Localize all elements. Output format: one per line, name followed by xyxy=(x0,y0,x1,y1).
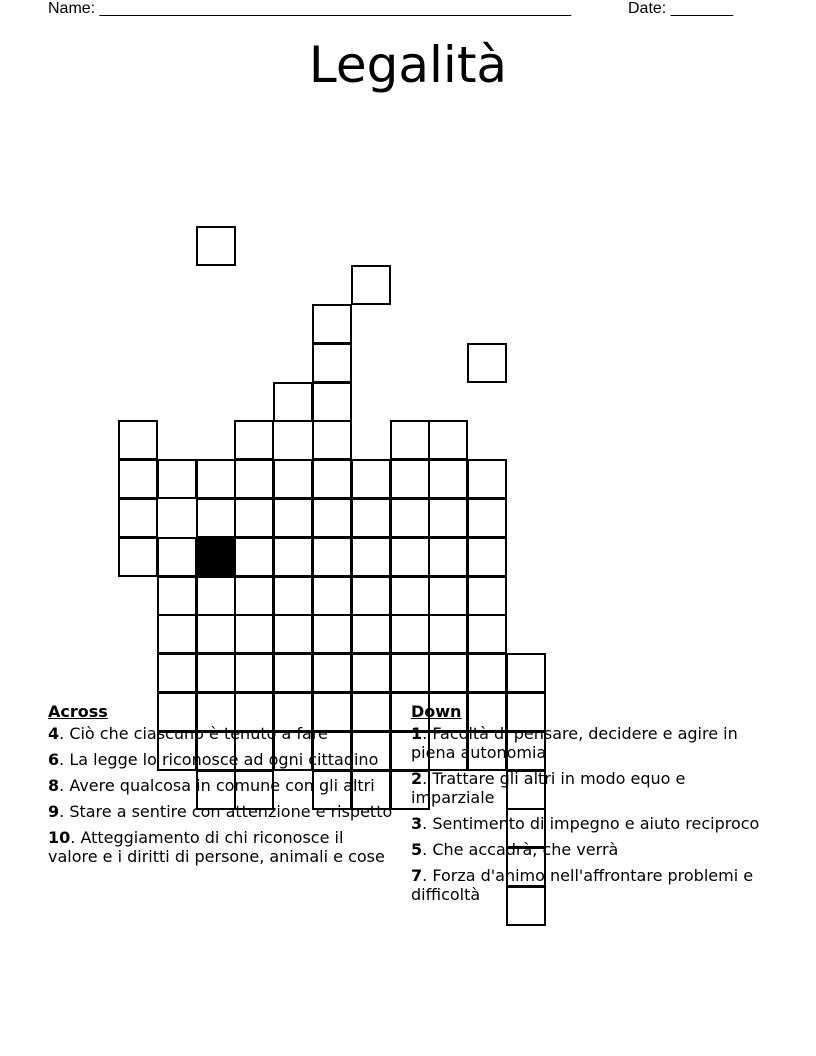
grid-cell[interactable] xyxy=(312,420,352,460)
clue-number: 6 xyxy=(48,750,60,769)
grid-cell[interactable] xyxy=(351,537,391,577)
grid-cell[interactable] xyxy=(273,498,313,538)
grid-cell[interactable] xyxy=(196,498,236,538)
grid-cell[interactable] xyxy=(273,653,313,693)
grid-cell[interactable] xyxy=(157,614,197,654)
clue-text: . Forza d'animo nell'affrontare problemi e difficoltà xyxy=(411,866,754,904)
grid-cell[interactable] xyxy=(157,653,197,693)
across-clue-8 xyxy=(48,776,398,795)
grid-cell[interactable] xyxy=(157,459,197,499)
grid-cell[interactable] xyxy=(234,459,274,499)
grid-cell[interactable] xyxy=(118,459,158,499)
grid-cell[interactable] xyxy=(234,653,274,693)
grid-cell[interactable] xyxy=(428,576,468,616)
across-clue-6 xyxy=(48,750,398,769)
grid-cell[interactable] xyxy=(273,382,313,422)
grid-cell[interactable] xyxy=(390,498,430,538)
grid-cell[interactable] xyxy=(390,653,430,693)
clue-text: . Stare a sentire con attenzione e rispetto xyxy=(59,802,393,821)
down-clue-2 xyxy=(411,769,771,807)
grid-cell[interactable] xyxy=(467,537,507,577)
clue-number: 9 xyxy=(48,802,60,821)
grid-cell[interactable] xyxy=(234,420,274,460)
grid-cell[interactable] xyxy=(351,576,391,616)
grid-cell[interactable] xyxy=(467,653,507,693)
grid-cell[interactable] xyxy=(273,537,313,577)
grid-cell[interactable] xyxy=(196,614,236,654)
across-clue-4 xyxy=(48,724,398,743)
grid-cell[interactable] xyxy=(312,382,352,422)
grid-cell[interactable] xyxy=(312,459,352,499)
clue-text: . Avere qualcosa in comune con gli altri xyxy=(59,776,375,795)
grid-cell[interactable] xyxy=(390,537,430,577)
down-clue-7 xyxy=(411,866,771,904)
grid-cell[interactable] xyxy=(312,343,352,383)
grid-cell[interactable] xyxy=(312,304,352,344)
grid-cell[interactable] xyxy=(467,343,507,383)
grid-cell[interactable] xyxy=(196,226,236,266)
grid-cell[interactable] xyxy=(157,537,197,577)
clue-text: . Che accadrà, che verrà xyxy=(422,840,619,859)
grid-cell[interactable] xyxy=(234,537,274,577)
grid-cell[interactable] xyxy=(312,614,352,654)
grid-cell[interactable] xyxy=(312,576,352,616)
grid-cell[interactable] xyxy=(390,614,430,654)
clue-text: . Sentimento di impegno e aiuto reciproco xyxy=(422,814,760,833)
grid-cell[interactable] xyxy=(428,537,468,577)
clue-number: 1 xyxy=(411,724,423,743)
down-heading: Down xyxy=(411,702,462,721)
grid-cell[interactable] xyxy=(351,653,391,693)
down-clues xyxy=(411,702,771,911)
date-field-label: Date: _______ xyxy=(628,0,733,17)
grid-cell[interactable] xyxy=(351,614,391,654)
grid-cell[interactable] xyxy=(234,614,274,654)
clue-number: 5 xyxy=(411,840,423,859)
grid-cell[interactable] xyxy=(196,576,236,616)
grid-cell[interactable] xyxy=(390,459,430,499)
grid-cell[interactable] xyxy=(467,498,507,538)
grid-cell[interactable] xyxy=(428,498,468,538)
grid-cell[interactable] xyxy=(506,653,546,693)
puzzle-title: Legalità xyxy=(308,36,508,94)
across-heading: Across xyxy=(48,702,108,721)
clue-number: 2 xyxy=(411,769,423,788)
grid-cell[interactable] xyxy=(428,420,468,460)
clue-number: 7 xyxy=(411,866,423,885)
grid-cell[interactable] xyxy=(118,498,158,538)
grid-cell[interactable] xyxy=(118,537,158,577)
grid-cell[interactable] xyxy=(390,576,430,616)
grid-cell[interactable] xyxy=(351,498,391,538)
grid-cell[interactable] xyxy=(273,459,313,499)
grid-cell[interactable] xyxy=(312,537,352,577)
grid-cell[interactable] xyxy=(312,498,352,538)
grid-cell[interactable] xyxy=(428,614,468,654)
clue-number: 10 xyxy=(48,828,71,847)
clue-text: . Trattare gli altri in modo equo e imparziale xyxy=(411,769,686,807)
grid-cell[interactable] xyxy=(351,265,391,305)
grid-cell[interactable] xyxy=(234,498,274,538)
clue-text: . La legge lo riconosce ad ogni cittadino xyxy=(59,750,379,769)
clue-text: . Ciò che ciascuno è tenuto a fare xyxy=(59,724,328,743)
down-clue-3 xyxy=(411,814,771,833)
grid-cell[interactable] xyxy=(196,459,236,499)
down-clue-5 xyxy=(411,840,771,859)
across-clue-10 xyxy=(48,828,398,866)
grid-cell[interactable] xyxy=(467,614,507,654)
across-clues xyxy=(48,702,398,873)
grid-cell[interactable] xyxy=(428,459,468,499)
grid-cell[interactable] xyxy=(312,653,352,693)
grid-cell[interactable] xyxy=(273,576,313,616)
grid-cell[interactable] xyxy=(428,653,468,693)
clue-number: 4 xyxy=(48,724,60,743)
clue-text: . Atteggiamento di chi riconosce il valore e i diritti di persone, animali e cose xyxy=(48,828,385,866)
grid-cell[interactable] xyxy=(234,576,274,616)
name-field-label: Name: _____________________________________________________ xyxy=(48,0,572,17)
across-clue-9 xyxy=(48,802,398,821)
grid-cell[interactable] xyxy=(467,459,507,499)
black-cell xyxy=(196,537,236,577)
grid-cell[interactable] xyxy=(467,576,507,616)
grid-cell[interactable] xyxy=(196,653,236,693)
grid-cell[interactable] xyxy=(351,459,391,499)
clue-text: . Facoltà di pensare, decidere e agire in piena autonomia xyxy=(411,724,738,762)
clue-number: 3 xyxy=(411,814,423,833)
grid-cell[interactable] xyxy=(118,420,158,460)
grid-cell[interactable] xyxy=(157,576,197,616)
down-clue-1 xyxy=(411,724,771,762)
clue-number: 8 xyxy=(48,776,60,795)
grid-cell[interactable] xyxy=(273,614,313,654)
grid-cell[interactable] xyxy=(390,420,430,460)
